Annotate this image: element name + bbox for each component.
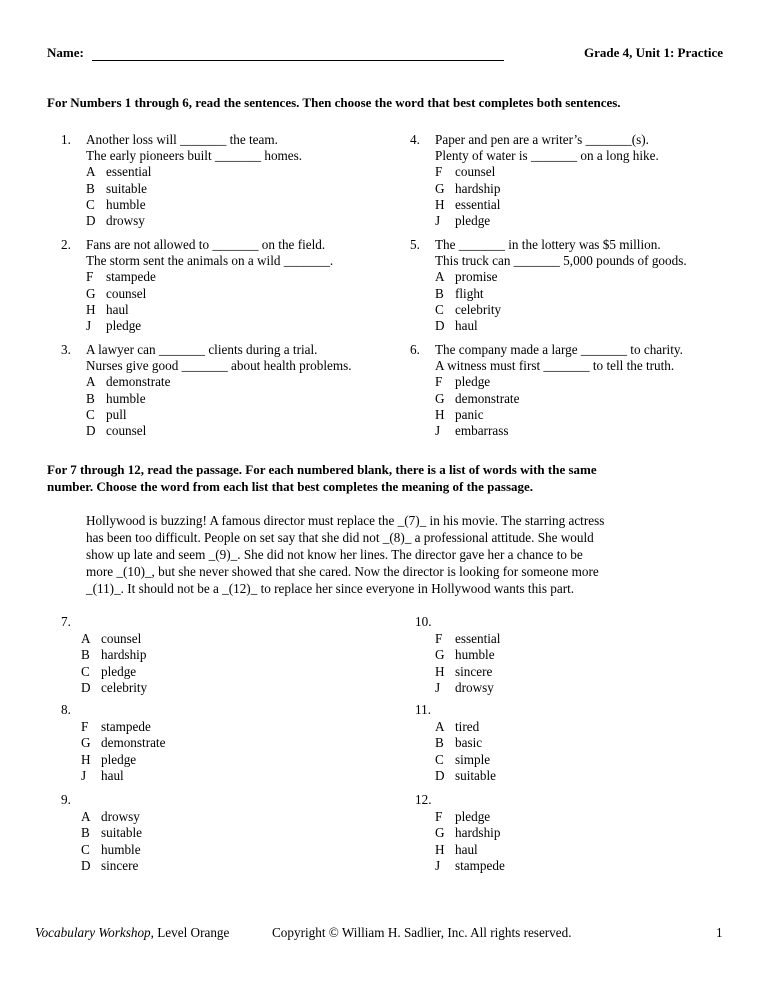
option-text: humble (106, 390, 146, 406)
option[interactable] (410, 269, 687, 285)
option-text: panic (455, 406, 484, 422)
option-letter: J (86, 318, 92, 334)
option-letter: D (86, 423, 96, 439)
option-text: counsel (106, 423, 147, 439)
option-text: hardship (101, 647, 147, 662)
option-letter: G (435, 390, 445, 406)
option-text: humble (106, 196, 146, 212)
passage-line: has been too difficult. People on set say that she did not _(8)_ a professional attitude. She would (86, 530, 594, 545)
option-text: promise (455, 269, 498, 285)
option[interactable] (61, 752, 165, 769)
option-letter: A (435, 269, 445, 285)
option-text: demonstrate (106, 374, 171, 390)
question-number: 3. (61, 342, 71, 357)
question-4 (410, 132, 659, 229)
option-letter: G (435, 647, 445, 662)
option-letter: C (86, 406, 95, 422)
option-text: stampede (101, 718, 151, 734)
option-text: demonstrate (101, 735, 166, 750)
option[interactable] (415, 647, 500, 664)
option-letter: D (435, 768, 445, 783)
passage-line: _(11)_. It should not be a _(12)_ to replace her since everyone in Hollywood wants this part. (86, 581, 575, 596)
option-text: pledge (101, 751, 137, 767)
question-6 (410, 342, 683, 439)
question-8 (61, 702, 165, 785)
option-text: sincere (101, 858, 139, 873)
section2-instruction-line1: For 7 through 12, read the passage. For each numbered blank, there is a list of words with the same (47, 462, 597, 477)
option-text: suitable (106, 180, 148, 196)
option-text: essential (106, 164, 152, 180)
option[interactable] (61, 391, 352, 407)
option-letter: B (81, 647, 90, 662)
option[interactable] (61, 374, 352, 390)
question-number: 1. (61, 132, 71, 147)
option-text: haul (106, 301, 129, 317)
option-text: humble (101, 841, 141, 857)
option[interactable] (61, 809, 142, 826)
option-text: essential (455, 196, 501, 212)
option-text: sincere (455, 663, 493, 679)
option-letter: C (435, 751, 444, 767)
option-letter: F (81, 718, 89, 734)
option[interactable] (61, 164, 302, 180)
option[interactable] (415, 680, 500, 697)
option[interactable] (415, 858, 505, 875)
option[interactable] (61, 842, 142, 859)
option[interactable] (410, 286, 687, 302)
option[interactable] (410, 318, 687, 334)
option-letter: B (86, 390, 95, 406)
option-letter: G (435, 825, 445, 840)
option-text: haul (455, 841, 478, 857)
question-1 (61, 132, 302, 229)
option[interactable] (61, 181, 302, 197)
sentence-2: Nurses give good _______ about health problems. (86, 358, 352, 374)
option[interactable] (61, 680, 147, 697)
option[interactable] (415, 631, 500, 648)
option-letter: F (435, 164, 443, 180)
option-text: flight (455, 285, 484, 301)
option-text: simple (455, 751, 491, 767)
option[interactable] (61, 825, 142, 842)
sentence-2: The early pioneers built _______ homes. (86, 148, 303, 164)
option-text: pledge (455, 213, 491, 229)
copyright: Copyright © William H. Sadlier, Inc. All rights reserved. (272, 925, 572, 940)
option-letter: B (81, 825, 90, 840)
option-letter: F (435, 374, 443, 390)
option[interactable] (61, 631, 147, 648)
option-text: counsel (106, 285, 147, 301)
option-letter: D (435, 318, 445, 334)
name-label: Name: (47, 45, 84, 60)
option-letter: G (435, 180, 445, 196)
option-text: haul (101, 768, 124, 783)
option[interactable] (61, 269, 333, 285)
passage-line: show up late and seem _(9)_. She did not know her lines. The director gave her a chance to be (86, 547, 583, 562)
sentence-1: A lawyer can _______ clients during a trial. (86, 342, 318, 357)
option[interactable] (415, 768, 496, 785)
option[interactable] (415, 719, 496, 736)
option[interactable] (415, 825, 505, 842)
option[interactable] (61, 647, 147, 664)
option[interactable] (410, 423, 683, 439)
option-letter: B (435, 285, 444, 301)
question-7 (61, 614, 147, 697)
option[interactable] (410, 181, 659, 197)
option-text: pledge (101, 663, 137, 679)
book-level: , Level Orange (150, 925, 230, 940)
passage-line: more _(10)_, but she never showed that she cared. Now the director is looking for someone more (86, 564, 599, 579)
option-text: counsel (101, 630, 142, 646)
sentence-2: A witness must first _______ to tell the truth. (435, 358, 675, 374)
option-text: stampede (455, 858, 505, 873)
option-letter: C (81, 663, 90, 679)
question-10 (415, 614, 500, 697)
question-number: 6. (410, 342, 420, 357)
question-number: 7. (61, 614, 71, 629)
option-letter: C (81, 841, 90, 857)
option-letter: H (435, 663, 445, 679)
option[interactable] (61, 735, 165, 752)
option-text: pledge (455, 374, 491, 390)
option[interactable] (61, 407, 352, 423)
option[interactable] (410, 374, 683, 390)
sentence-1: The _______ in the lottery was $5 million. (435, 237, 661, 252)
section1-instruction: For Numbers 1 through 6, read the sentences. Then choose the word that best completes both sentences. (47, 95, 621, 110)
question-2 (61, 237, 333, 334)
option-letter: B (435, 735, 444, 750)
option-letter: F (86, 269, 94, 285)
option[interactable] (410, 407, 683, 423)
option[interactable] (61, 213, 302, 229)
page-title: Grade 4, Unit 1: Practice (584, 45, 723, 60)
sentence-1: Paper and pen are a writer’s _______(s). (435, 132, 649, 147)
option-letter: H (81, 751, 91, 767)
option-text: counsel (455, 164, 496, 180)
option-letter: G (81, 735, 91, 750)
passage-line: Hollywood is buzzing! A famous director must replace the _(7)_ in his movie. The starring actress (86, 513, 605, 528)
option-text: humble (455, 647, 495, 662)
option-text: haul (455, 318, 478, 334)
option-text: pledge (455, 808, 491, 824)
option-text: hardship (455, 180, 501, 196)
option-text: suitable (455, 768, 497, 783)
option-text: stampede (106, 269, 156, 285)
option-letter: J (435, 213, 441, 229)
option-text: drowsy (455, 680, 494, 695)
question-9 (61, 792, 142, 875)
sentence-2: This truck can _______ 5,000 pounds of goods. (435, 253, 687, 269)
option-letter: D (86, 213, 96, 229)
option[interactable] (61, 423, 352, 439)
option[interactable] (410, 391, 683, 407)
option[interactable] (61, 719, 165, 736)
question-number: 10. (415, 614, 432, 629)
option-letter: F (435, 630, 443, 646)
option-text: pull (106, 406, 127, 422)
passage (86, 512, 604, 597)
option-letter: H (435, 406, 445, 422)
name-blank-line (92, 60, 504, 61)
footer-credit (35, 925, 229, 941)
option-letter: H (86, 301, 96, 317)
option[interactable] (415, 809, 505, 826)
option[interactable] (415, 664, 500, 681)
option[interactable] (61, 318, 333, 334)
option-letter: H (435, 841, 445, 857)
question-number: 5. (410, 237, 420, 252)
option-letter: B (86, 180, 95, 196)
book-title: Vocabulary Workshop (35, 925, 151, 940)
option-letter: A (435, 718, 445, 734)
option-letter: C (86, 196, 95, 212)
question-3 (61, 342, 352, 439)
sentence-1: Fans are not allowed to _______ on the field. (86, 237, 326, 252)
question-11 (415, 702, 496, 785)
sentence-2: The storm sent the animals on a wild _______. (86, 253, 334, 269)
option[interactable] (61, 197, 302, 213)
option-text: essential (455, 630, 501, 646)
question-number: 8. (61, 702, 71, 717)
option-letter: A (86, 164, 96, 180)
question-12 (415, 792, 505, 875)
option-letter: J (435, 423, 441, 439)
option-letter: A (81, 808, 91, 824)
option-letter: J (81, 768, 87, 783)
option-text: drowsy (101, 808, 140, 824)
option-letter: J (435, 858, 441, 873)
option-text: suitable (101, 825, 143, 840)
option-text: drowsy (106, 213, 145, 229)
question-number: 2. (61, 237, 71, 252)
option[interactable] (415, 735, 496, 752)
option-text: demonstrate (455, 390, 520, 406)
option[interactable] (61, 768, 165, 785)
option-letter: H (435, 196, 445, 212)
option-text: pledge (106, 318, 142, 334)
option-letter: G (86, 285, 96, 301)
question-number: 11. (415, 702, 431, 717)
option-letter: A (86, 374, 96, 390)
option-letter: D (81, 680, 91, 695)
option[interactable] (61, 664, 147, 681)
option-letter: F (435, 808, 443, 824)
option-letter: D (81, 858, 91, 873)
option[interactable] (410, 213, 659, 229)
section2-instruction-line2: number. Choose the word from each list that best completes the meaning of the passage. (47, 479, 534, 494)
option[interactable] (61, 858, 142, 875)
sentence-2: Plenty of water is _______ on a long hike. (435, 148, 659, 164)
question-number: 12. (415, 792, 432, 807)
question-number: 9. (61, 792, 71, 807)
option-text: embarrass (455, 423, 509, 439)
option[interactable] (410, 164, 659, 180)
option[interactable] (61, 286, 333, 302)
page-number: 1 (716, 925, 723, 940)
option-text: basic (455, 735, 483, 750)
sentence-1: Another loss will _______ the team. (86, 132, 278, 147)
option-text: hardship (455, 825, 501, 840)
option-text: tired (455, 718, 480, 734)
question-5 (410, 237, 687, 334)
option[interactable] (415, 752, 496, 769)
option-letter: A (81, 630, 91, 646)
option[interactable] (410, 302, 687, 318)
option-text: celebrity (455, 301, 502, 317)
option-text: celebrity (101, 680, 148, 695)
option-letter: C (435, 301, 444, 317)
question-number: 4. (410, 132, 420, 147)
sentence-1: The company made a large _______ to charity. (435, 342, 683, 357)
option-letter: J (435, 680, 441, 695)
option[interactable] (415, 842, 505, 859)
option[interactable] (410, 197, 659, 213)
option[interactable] (61, 302, 333, 318)
